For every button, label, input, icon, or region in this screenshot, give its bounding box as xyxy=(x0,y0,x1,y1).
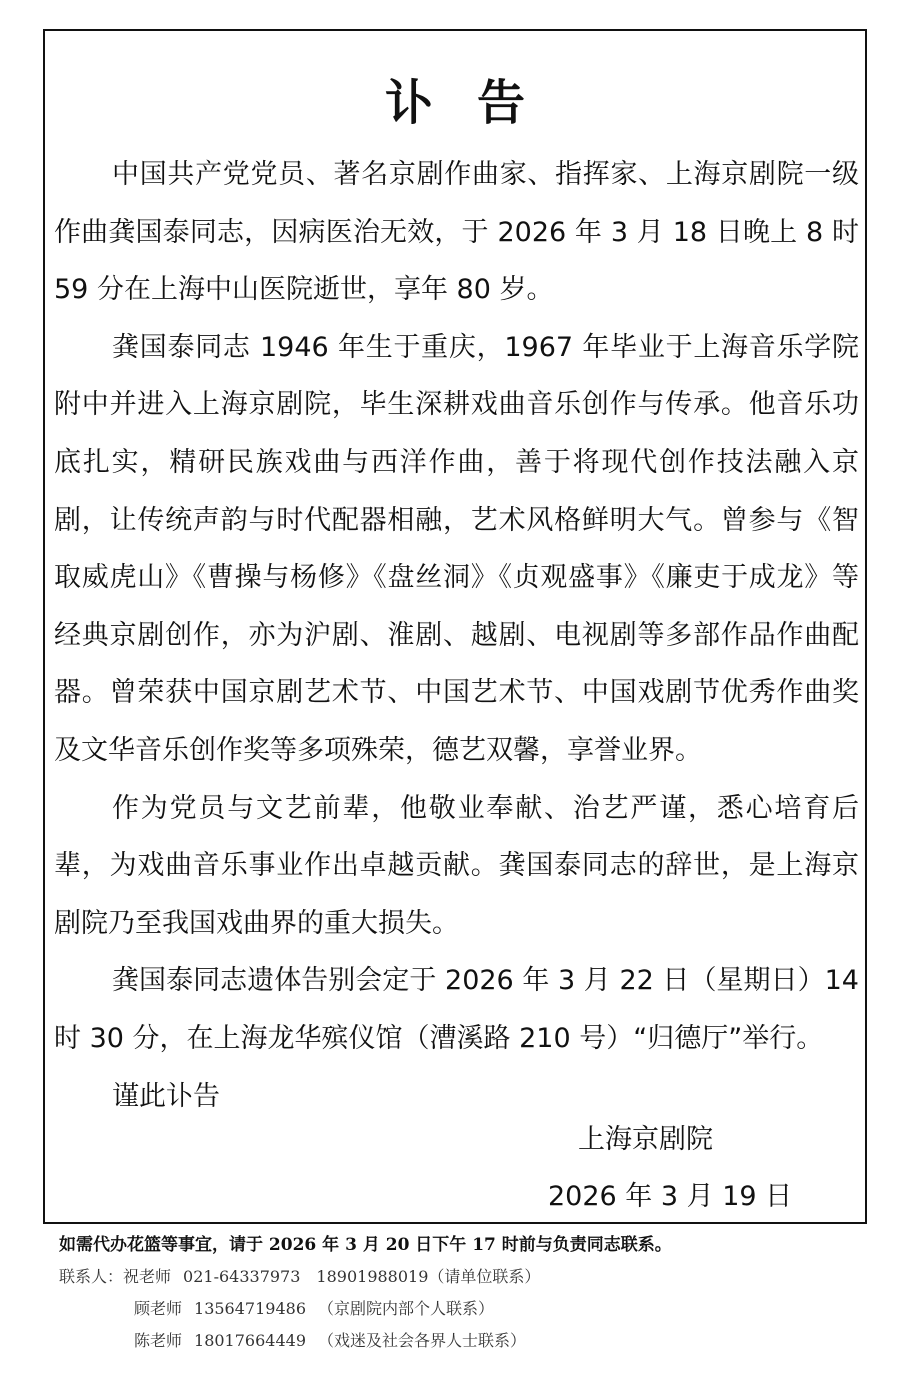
contact-remark: （戏迷及社会各界人士联系） xyxy=(318,1331,527,1350)
paragraph-tribute: 作为党员与文艺前辈，他敬业奉献、治艺严谨，悉心培育后辈，为戏曲音乐事业作出卓越贡献。龚国泰同志的辞世，是上海京剧院乃至我国戏曲界的重大损失。 xyxy=(54,792,859,939)
paragraph-farewell-ceremony: 龚国泰同志遗体告别会定于 2026 年 3 月 22 日（星期日）14 时 30 分，在上海龙华殡仪馆（漕溪路 210 号）“归德厅”举行。 xyxy=(54,965,859,1054)
contact-remark: （京剧院内部个人联系） xyxy=(318,1299,495,1318)
paragraph-biography: 龚国泰同志 1946 年生于重庆，1967 年毕业于上海音乐学院附中并进入上海京剧院，毕生深耕戏曲音乐创作与传承。他音乐功底扎实，精研民族戏曲与西洋作曲，善于将现代创作技法融入京剧，让传统声韵与时代配器相融，艺术风格鲜明大气。曾参与《智取威虎山》《曹操与杨修》《盘丝洞》《贞观盛事》《廉吏于成龙》等经典京剧创作，亦为沪剧、淮剧、越剧、电视剧等多部作品作曲配器。曾荣获中国京剧艺术节、中国艺术节、中国戏剧节优秀作曲奖及文华音乐创作奖等多项殊荣，德艺双馨，享誉业界。 xyxy=(54,331,859,766)
contact-phone: 13564719486 xyxy=(194,1299,306,1318)
contact-phone: 18017664449 xyxy=(194,1331,306,1350)
footer-flower-basket-note: 如需代办花篮等事宜，请于 2026 年 3 月 20 日下午 17 时前与负责同志联系。 xyxy=(59,1235,672,1255)
contact-remark: （请单位联系） xyxy=(428,1267,541,1286)
contact-name: 陈老师 xyxy=(134,1331,183,1350)
notice-body xyxy=(54,146,859,1125)
signature-date: 2026 年 3 月 19 日 xyxy=(548,1181,793,1212)
contact-row xyxy=(59,1264,540,1290)
contact-row xyxy=(134,1296,494,1322)
paragraph-closing: 谨此讣告 xyxy=(112,1080,220,1112)
signature-organization: 上海京剧院 xyxy=(578,1124,713,1155)
contacts-label: 联系人： xyxy=(59,1267,124,1286)
notice-title: 讣告 xyxy=(384,75,569,131)
contact-name: 祝老师 xyxy=(123,1267,172,1286)
paragraph-death-announcement: 中国共产党党员、著名京剧作曲家、指挥家、上海京剧院一级作曲龚国泰同志，因病医治无效，于 2026 年 3 月 18 日晚上 8 时 59 分在上海中山医院逝世，享年 80 岁。 xyxy=(54,159,859,306)
contact-phone: 021-64337973 18901988019 xyxy=(183,1267,429,1286)
contact-name: 顾老师 xyxy=(134,1299,183,1318)
contact-row xyxy=(134,1328,526,1354)
